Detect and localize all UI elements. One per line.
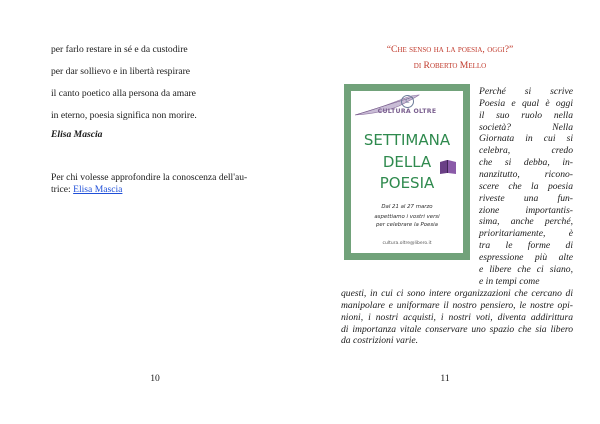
article-line: che si debba, in-	[479, 157, 573, 169]
poster-headline-1: SETTIMANA	[363, 131, 451, 149]
article-byline: di Roberto Mello	[413, 60, 487, 71]
article-title: “Che senso ha la poesia, oggi?”	[386, 44, 514, 55]
poem-line: in eterno, poesia significa non morire.	[51, 110, 197, 121]
poster-cta-1: aspettiamo i vostri versi	[374, 214, 440, 220]
author-note-prefix: trice:	[51, 184, 74, 195]
article-line: manipolare e uniformare il nostro pensiero, le nostre opi-	[341, 299, 573, 311]
author-note-line-2	[51, 184, 122, 196]
page-number-left: 10	[150, 373, 160, 384]
book-icon	[439, 159, 457, 175]
poem-author: Elisa Mascia	[51, 129, 103, 140]
poster-headline-3: POESIA	[379, 174, 435, 192]
poster-email: cultura.oltre@libero.it	[382, 241, 432, 246]
article-line: scere che la poesia	[479, 180, 573, 192]
article-line: riveste una fun-	[479, 192, 573, 204]
article-line: espressione più alte	[479, 251, 573, 263]
article-line: nanzitutto, ricono-	[479, 168, 573, 180]
article-line: da costrizioni varie.	[341, 335, 419, 347]
article-line: Poesia e qual è oggi	[479, 97, 573, 109]
article-line: Perché si scrive	[479, 86, 573, 97]
article-line: Giornata in cui si	[479, 133, 573, 145]
article-line: sima, anche perché,	[479, 216, 573, 228]
poster-headline-2: DELLA	[382, 153, 432, 171]
author-link[interactable]: Elisa Mascia	[73, 184, 123, 195]
article-line: di importanza vitale conservare uno spazio che sia libero	[341, 323, 573, 335]
poster-cta-2: per celebrare la Poesia	[376, 222, 438, 228]
poem-line: il canto poetico alla persona da amare	[51, 88, 196, 99]
poster-brand: CULTURA OLTRE	[377, 108, 437, 115]
right-page	[300, 0, 600, 424]
article-line: zione importantis-	[479, 204, 573, 216]
article-line: il suo ruolo nella	[479, 109, 573, 121]
article-line: nioni, i nostri acquisti, i nostri voti, diventa addirittura	[341, 311, 573, 323]
article-line: questi, in cui ci sono intere organizzazioni che cercano di	[341, 288, 573, 299]
article-line: società? Nella	[479, 121, 573, 133]
article-line: e in tempi come	[479, 275, 540, 287]
author-note-line: Per chi volesse approfondire la conoscenza dell'au-	[51, 172, 248, 183]
article-line: e libere che ci siano,	[479, 263, 573, 275]
poem-line: per dar sollievo e in libertà respirare	[51, 66, 191, 77]
page-number-right: 11	[440, 373, 450, 384]
brand-logo-icon: C	[401, 95, 414, 108]
poem-line: per farlo restare in sé e da custodire	[51, 44, 188, 55]
article-line: prioritariamente, è	[479, 228, 573, 240]
article-line: celebra, credo	[479, 145, 573, 157]
event-poster	[344, 84, 470, 260]
article-line: tra le forme di	[479, 240, 573, 252]
poster-panel	[351, 91, 463, 253]
poster-dates: Dal 21 al 27 marzo	[381, 204, 433, 210]
